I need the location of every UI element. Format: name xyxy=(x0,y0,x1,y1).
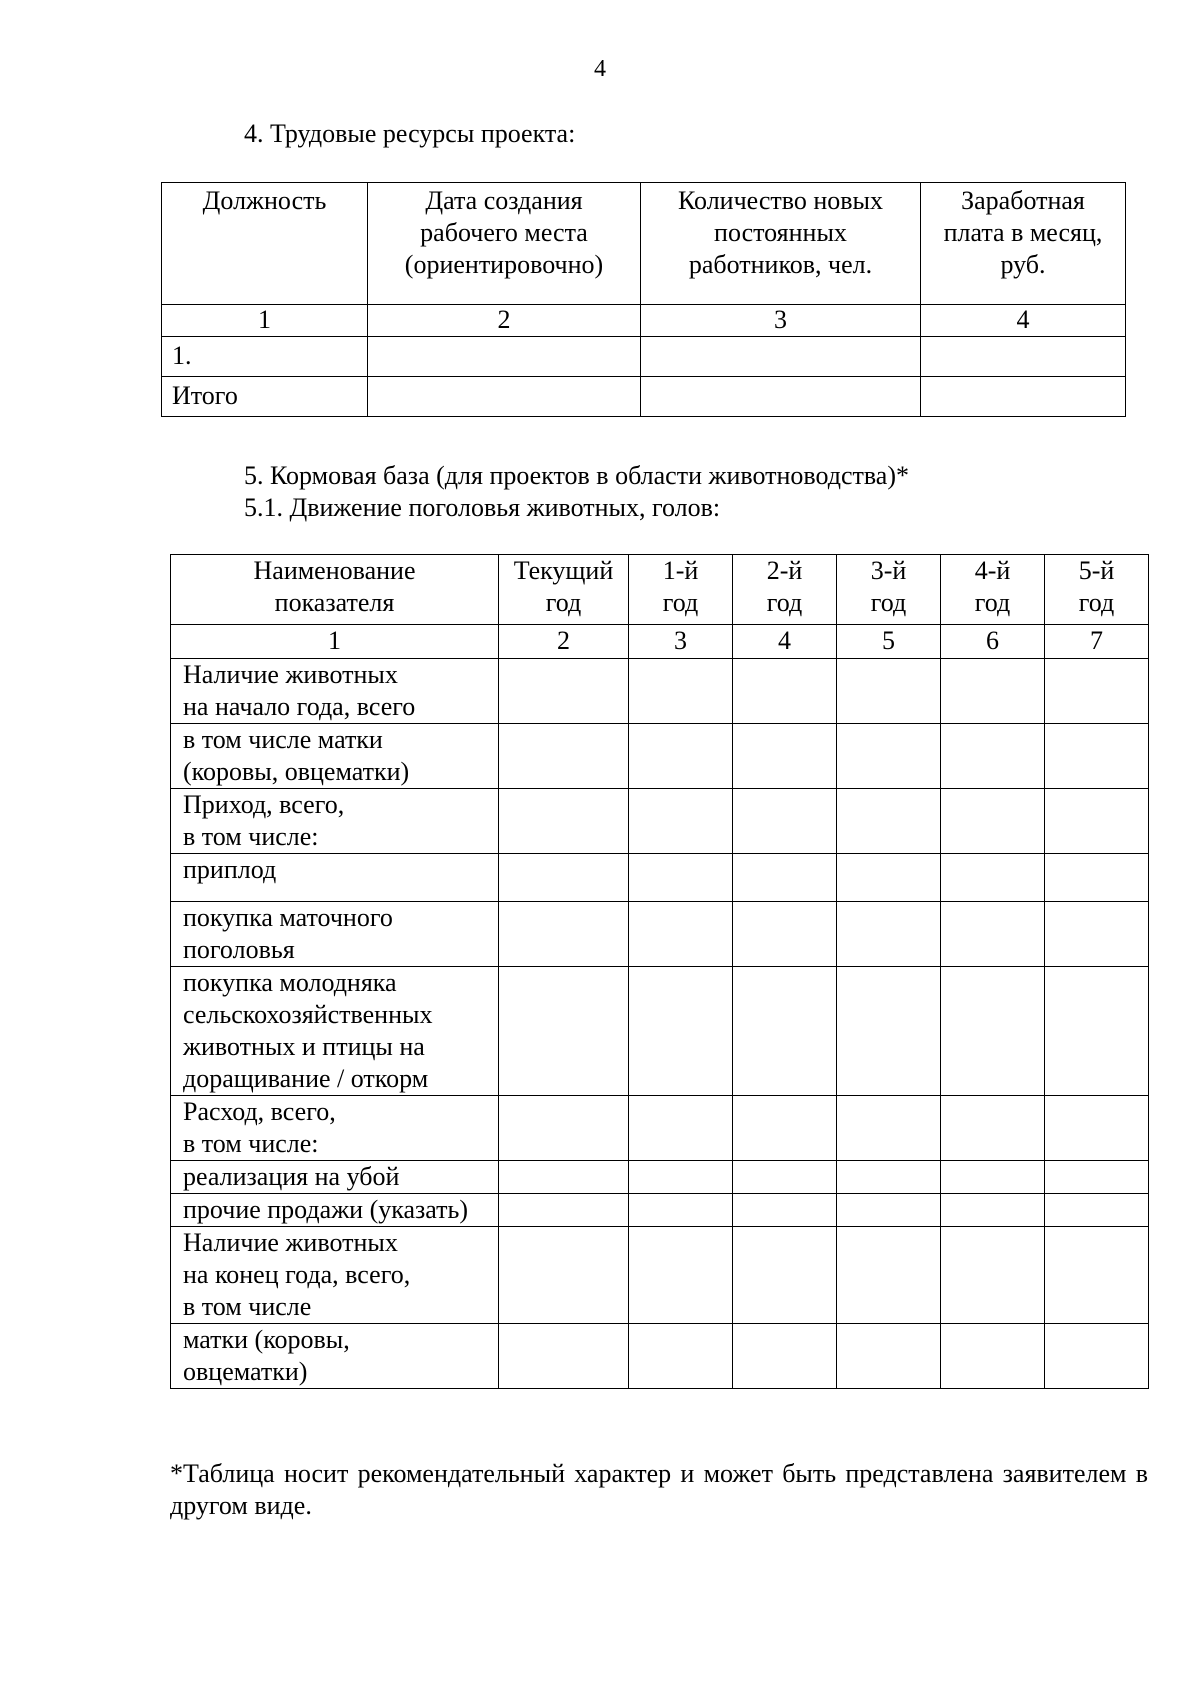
t2-row xyxy=(171,902,1149,967)
t1-col-number: 4 xyxy=(921,305,1126,337)
t2-cell[interactable] xyxy=(499,902,629,967)
t2-cell[interactable] xyxy=(733,902,837,967)
t2-cell[interactable] xyxy=(733,1324,837,1389)
t1-cell[interactable] xyxy=(921,337,1126,377)
t2-cell[interactable] xyxy=(499,724,629,789)
t2-row xyxy=(171,967,1149,1096)
t2-cell[interactable] xyxy=(837,659,941,724)
t2-row xyxy=(171,724,1149,789)
t1-row-label: Итого xyxy=(162,377,368,417)
page-number: 4 xyxy=(594,56,606,82)
t2-cell[interactable] xyxy=(733,854,837,902)
t2-cell[interactable] xyxy=(733,1194,837,1227)
t2-row-label: покупка молодняка сельскохозяйственных животных и птицы на доращивание / откорм xyxy=(171,967,499,1096)
t2-cell[interactable] xyxy=(629,1161,733,1194)
t2-cell[interactable] xyxy=(1045,659,1149,724)
t2-cell[interactable] xyxy=(1045,1227,1149,1324)
t2-cell[interactable] xyxy=(733,724,837,789)
t2-cell[interactable] xyxy=(499,967,629,1096)
t2-cell[interactable] xyxy=(499,1227,629,1324)
t2-cell[interactable] xyxy=(629,854,733,902)
t2-cell[interactable] xyxy=(837,1324,941,1389)
t2-col-number: 6 xyxy=(941,625,1045,659)
t2-row xyxy=(171,789,1149,854)
t2-cell[interactable] xyxy=(629,659,733,724)
t2-col-number: 4 xyxy=(733,625,837,659)
livestock-movement-table xyxy=(170,554,1149,1389)
t2-cell[interactable] xyxy=(629,1194,733,1227)
t2-cell[interactable] xyxy=(629,789,733,854)
t2-cell[interactable] xyxy=(941,1194,1045,1227)
t2-header-year: 2-й год xyxy=(733,555,837,625)
t2-cell[interactable] xyxy=(941,724,1045,789)
t1-cell[interactable] xyxy=(641,377,921,417)
t2-header-year: 3-й год xyxy=(837,555,941,625)
t2-cell[interactable] xyxy=(629,724,733,789)
t2-row-label: прочие продажи (указать) xyxy=(171,1194,499,1227)
t2-cell[interactable] xyxy=(499,1096,629,1161)
t2-row-label: Наличие животных на конец года, всего, в том числе xyxy=(171,1227,499,1324)
t2-col-number: 7 xyxy=(1045,625,1149,659)
t2-col-number: 1 xyxy=(171,625,499,659)
t2-cell[interactable] xyxy=(733,1096,837,1161)
t2-cell[interactable] xyxy=(1045,1194,1149,1227)
t2-cell[interactable] xyxy=(941,789,1045,854)
t2-cell[interactable] xyxy=(1045,854,1149,902)
t1-col-number: 1 xyxy=(162,305,368,337)
t2-header-indicator: Наименование показателя xyxy=(171,555,499,625)
t2-cell[interactable] xyxy=(941,1227,1045,1324)
t1-col-number: 2 xyxy=(368,305,641,337)
section4-heading: 4. Трудовые ресурсы проекта: xyxy=(244,119,576,148)
t2-cell[interactable] xyxy=(629,1096,733,1161)
t1-row xyxy=(162,337,1126,377)
t2-cell[interactable] xyxy=(837,1161,941,1194)
labour-resources-table xyxy=(161,182,1126,417)
t2-row-label: в том числе матки (коровы, овцематки) xyxy=(171,724,499,789)
t2-cell[interactable] xyxy=(941,1161,1045,1194)
t1-header-salary: Заработная плата в месяц, руб. xyxy=(921,183,1126,305)
t2-header-year: 4-й год xyxy=(941,555,1045,625)
t2-cell[interactable] xyxy=(941,659,1045,724)
t2-row-label: Наличие животных на начало года, всего xyxy=(171,659,499,724)
t2-row xyxy=(171,659,1149,724)
t1-col-number: 3 xyxy=(641,305,921,337)
t1-row-total xyxy=(162,377,1126,417)
t2-cell[interactable] xyxy=(837,1194,941,1227)
t2-header-row xyxy=(171,555,1149,625)
t2-cell[interactable] xyxy=(733,1161,837,1194)
t1-cell[interactable] xyxy=(368,337,641,377)
t1-cell[interactable] xyxy=(641,337,921,377)
t2-row-label: матки (коровы, овцематки) xyxy=(171,1324,499,1389)
t2-cell[interactable] xyxy=(499,1324,629,1389)
t2-row-label: реализация на убой xyxy=(171,1161,499,1194)
t2-row-label: Приход, всего, в том числе: xyxy=(171,789,499,854)
t2-col-number: 5 xyxy=(837,625,941,659)
t2-cell[interactable] xyxy=(1045,1324,1149,1389)
t2-row-label: покупка маточного поголовья xyxy=(171,902,499,967)
t2-cell[interactable] xyxy=(1045,724,1149,789)
t2-cell[interactable] xyxy=(1045,967,1149,1096)
t2-cell[interactable] xyxy=(837,902,941,967)
t2-cell[interactable] xyxy=(837,789,941,854)
t2-cell[interactable] xyxy=(1045,1096,1149,1161)
t2-cell[interactable] xyxy=(941,967,1045,1096)
t2-cell[interactable] xyxy=(499,1194,629,1227)
t2-cell[interactable] xyxy=(499,1161,629,1194)
t2-cell[interactable] xyxy=(629,1324,733,1389)
t2-row xyxy=(171,854,1149,902)
t2-cell[interactable] xyxy=(733,659,837,724)
t1-row-label: 1. xyxy=(162,337,368,377)
t2-col-number: 3 xyxy=(629,625,733,659)
t2-cell[interactable] xyxy=(499,854,629,902)
section5-heading: 5. Кормовая база (для проектов в области животноводства)* xyxy=(244,461,910,490)
t2-cell[interactable] xyxy=(1045,789,1149,854)
t1-cell[interactable] xyxy=(921,377,1126,417)
t2-column-numbers-row xyxy=(171,625,1149,659)
t2-cell[interactable] xyxy=(837,1227,941,1324)
t2-cell[interactable] xyxy=(733,1227,837,1324)
t2-row xyxy=(171,1194,1149,1227)
t2-cell[interactable] xyxy=(941,1096,1045,1161)
t2-row xyxy=(171,1161,1149,1194)
t2-cell[interactable] xyxy=(837,967,941,1096)
t2-cell[interactable] xyxy=(733,967,837,1096)
t2-cell[interactable] xyxy=(837,854,941,902)
t2-cell[interactable] xyxy=(941,1324,1045,1389)
t2-header-year: Текущий год xyxy=(499,555,629,625)
t2-cell[interactable] xyxy=(629,967,733,1096)
t2-cell[interactable] xyxy=(499,659,629,724)
t2-header-year: 1-й год xyxy=(629,555,733,625)
t1-cell[interactable] xyxy=(368,377,641,417)
t2-row xyxy=(171,1324,1149,1389)
t2-row xyxy=(171,1227,1149,1324)
t2-cell[interactable] xyxy=(733,789,837,854)
t2-cell[interactable] xyxy=(941,902,1045,967)
footnote: *Таблица носит рекомендательный характер и может быть представлена заявителем в другом виде. xyxy=(170,1459,1148,1520)
t2-row xyxy=(171,1096,1149,1161)
t2-cell[interactable] xyxy=(629,902,733,967)
t2-cell[interactable] xyxy=(941,854,1045,902)
t2-cell[interactable] xyxy=(1045,902,1149,967)
t2-cell[interactable] xyxy=(499,789,629,854)
t1-header-position: Должность xyxy=(162,183,368,305)
section5-subheading: 5.1. Движение поголовья животных, голов: xyxy=(244,493,721,522)
t1-header-date: Дата создания рабочего места (ориентировочно) xyxy=(368,183,641,305)
t2-header-year: 5-й год xyxy=(1045,555,1149,625)
t1-header-workers: Количество новых постоянных работников, чел. xyxy=(641,183,921,305)
t2-cell[interactable] xyxy=(837,724,941,789)
t2-row-label: приплод xyxy=(171,854,499,902)
t2-cell[interactable] xyxy=(629,1227,733,1324)
t2-row-label: Расход, всего, в том числе: xyxy=(171,1096,499,1161)
t1-column-numbers-row xyxy=(162,305,1126,337)
t2-cell[interactable] xyxy=(837,1096,941,1161)
t2-col-number: 2 xyxy=(499,625,629,659)
t2-cell[interactable] xyxy=(1045,1161,1149,1194)
